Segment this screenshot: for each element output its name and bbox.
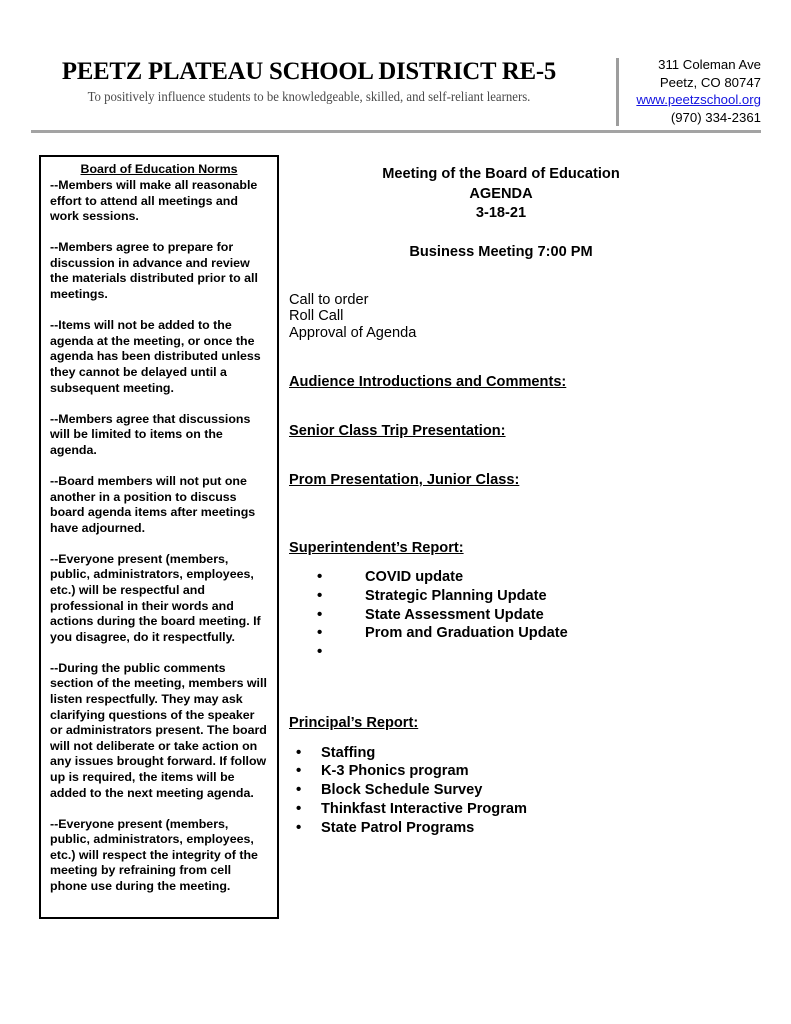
superintendent-report-list (289, 568, 761, 662)
letterhead-title-block (30, 56, 588, 106)
agenda-meeting-title: Meeting of the Board of Education (382, 166, 620, 182)
list-item: • Staffing (321, 744, 761, 763)
phone-number: (970) 334-2361 (670, 109, 761, 125)
norm-paragraph: --Items will not be added to the agenda at the meeting, or once the agenda has been distributed unless they cannot be delayed until a subsequent meeting. (50, 318, 261, 395)
website-link[interactable]: www.peetzschool.org (636, 92, 761, 107)
list-item: • Thinkfast Interactive Program (321, 800, 761, 819)
agenda-opening-items (289, 292, 761, 341)
agenda-label: AGENDA (469, 185, 533, 202)
norm-paragraph: --Members will make all reasonable effort to attend all meetings and work sessions. (50, 178, 258, 224)
heading-spacer (289, 224, 713, 244)
board-norms-box (39, 155, 279, 919)
norm-paragraph: --Members agree that discussions will be limited to items on the agenda. (50, 411, 251, 457)
header-divider-rule (31, 130, 761, 133)
list-item: • Prom and Graduation Update (365, 624, 761, 643)
agenda-item-approval-of-agenda: Approval of Agenda (289, 324, 417, 341)
list-item: • Strategic Planning Update (365, 587, 761, 606)
address-line-1: 311 Coleman Ave (658, 57, 761, 72)
website-line (630, 91, 761, 109)
list-item: • K-3 Phonics program (321, 762, 761, 781)
list-item: • State Patrol Programs (321, 819, 761, 838)
address-line-2: Peetz, CO 80747 (659, 74, 761, 90)
agenda-date: 3-18-21 (475, 205, 527, 222)
norm-paragraph: --Everyone present (members, public, administrators, employees, etc.) will be respectful and professional in their words and actions during the board meeting. If you disagree, do it respectfully. (50, 551, 261, 644)
agenda-item-roll-call: Roll Call (289, 308, 344, 325)
agenda-column (289, 165, 761, 837)
list-item: • COVID update (365, 568, 761, 587)
district-tagline: To positively influence students to be knowledgeable, skilled, and self-reliant learners. (87, 89, 531, 104)
norm-paragraph: --Everyone present (members, public, administrators, employees, etc.) will respect the integrity of the meeting by refraining from cell phone use during the meeting. (50, 816, 258, 894)
norm-paragraph: --Members agree to prepare for discussion in advance and review the materials distributed prior to all meetings. (50, 240, 258, 302)
letterhead-vertical-divider (616, 58, 619, 126)
section-heading-prom-presentation: Prom Presentation, Junior Class: (289, 472, 520, 489)
list-item: • Block Schedule Survey (321, 781, 761, 800)
agenda-meeting-time: Business Meeting 7:00 PM (409, 244, 593, 261)
norm-paragraph: --During the public comments section of the meeting, members will listen respectfully. They may ask clarifying questions of the speaker or administrators present. The board will not deliberate or take action on any issues brought forward. If follow up is required, the items will be added to the next meeting agenda. (50, 660, 267, 800)
principal-report-list (289, 744, 761, 838)
board-norms-title: Board of Education Norms (80, 162, 238, 176)
letterhead (30, 56, 761, 130)
agenda-item-call-to-order: Call to order (289, 291, 369, 308)
section-heading-principals-report: Principal’s Report: (289, 714, 419, 731)
norm-paragraph: --Board members will not put one another in a position to discuss board agenda items after meetings have adjourned. (50, 473, 256, 535)
agenda-heading-block (289, 165, 761, 263)
list-item-empty (365, 643, 761, 662)
contact-block (630, 56, 761, 126)
section-heading-audience-introductions: Audience Introductions and Comments: (289, 374, 567, 391)
section-heading-superintendents-report: Superintendent’s Report: (289, 540, 464, 557)
section-heading-senior-class-trip: Senior Class Trip Presentation: (289, 423, 506, 440)
list-item: • State Assessment Update (365, 606, 761, 625)
district-name: PEETZ PLATEAU SCHOOL DISTRICT RE-5 (61, 56, 557, 85)
